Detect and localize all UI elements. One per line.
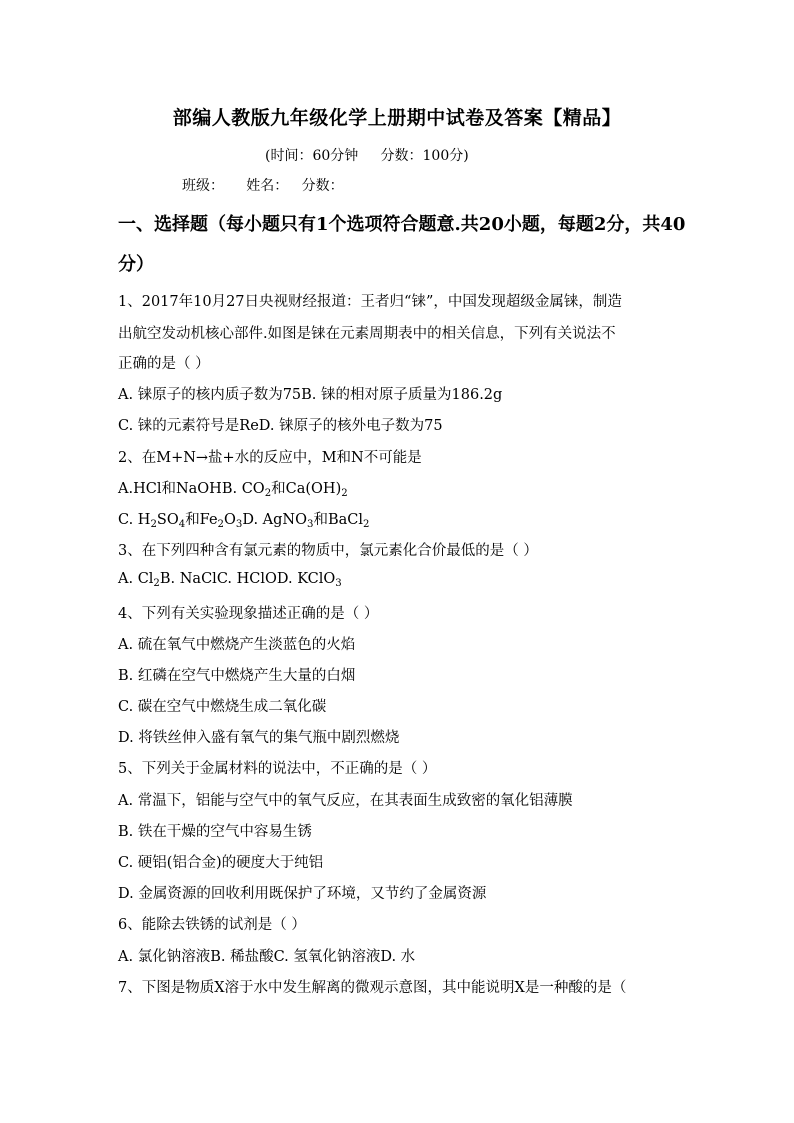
q1-options-cd: C. 铼的元素符号是ReD. 铼原子的核外电子数为75 [118,418,443,434]
q4-option-c: C. 碳在空气中燃烧生成二氧化碳 [118,699,327,715]
q5-option-a: A. 常温下，铝能与空气中的氧气反应，在其表面生成致密的氧化铝薄膜 [118,793,573,809]
q3-options: A. $Cl_2B$. NaClC. HClOD. KClO$_3$ [118,571,342,589]
q6-stem: 6、能除去铁锈的试剂是（ ） [118,917,306,933]
q4-option-a: A. 硫在氧气中燃烧产生淡蓝色的火焰 [118,637,356,653]
q7-stem: 7、下图是物质X溶于水中发生解离的微观示意图，其中能说明X是一种酸的是（ [118,980,627,996]
q1-stem-line3: 正确的是（ ） [118,356,210,372]
q2-stem: 2、在M+N→盐+水的反应中，M和N不可能是 [118,450,422,466]
q6-options: A. 氯化钠溶液B. 稀盐酸C. 氢氧化钠溶液D. 水 [118,949,416,965]
q5-stem: 5、下列关于金属材料的说法中，不正确的是（ ） [118,761,437,777]
q2-options-cd: C. $H_2SO_4$和$Fe_2O_3D$. AgNO$_3$和BaCl$_2$ [118,512,370,530]
q4-option-d: D. 将铁丝伸入盛有氧气的集气瓶中剧烈燃烧 [118,730,400,746]
student-info-line: 班级： 姓名： 分数： [182,178,344,194]
q2-options-ab: A.HCl和NaOHB. $CO_2$和$Ca(OH)_2$ [118,481,348,499]
q4-stem: 4、下列有关实验现象描述正确的是（ ） [118,606,379,622]
exam-meta: (时间：60分钟 分数：100分) [265,148,469,164]
q1-stem-line2: 出航空发动机核心部件.如图是铼在元素周期表中的相关信息，下列有关说法不 [118,326,616,342]
q4-option-b: B. 红磷在空气中燃烧产生大量的白烟 [118,668,356,684]
page-title: 部编人教版九年级化学上册期中试卷及答案【精品】 [172,107,622,129]
q3-stem: 3、在下列四种含有氯元素的物质中，氯元素化合价最低的是（ ） [118,543,538,559]
q5-option-d: D. 金属资源的回收利用既保护了环境，又节约了金属资源 [118,886,487,902]
q5-option-c: C. 硬铝(铝合金)的硬度大于纯铝 [118,855,324,871]
q1-options-ab: A. 铼原子的核内质子数为75B. 铼的相对原子质量为186.2g [118,387,503,403]
section-heading: 一、选择题（每小题只有1个选项符合题意.共20小题，每题2分，共40分） [118,214,686,275]
q5-option-b: B. 铁在干燥的空气中容易生锈 [118,824,312,840]
q1-stem-line1: 1、2017年10月27日央视财经报道：王者归“铼”，中国发现超级金属铼，制造 [118,294,622,310]
